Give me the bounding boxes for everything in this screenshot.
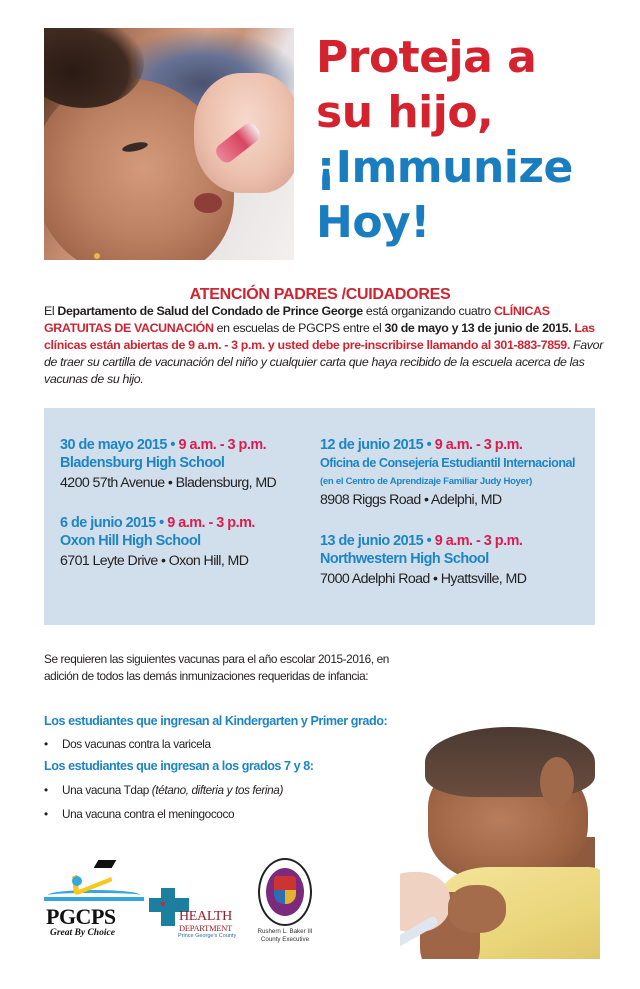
intro-paragraph <box>44 303 614 388</box>
child-oral-vaccine-photo <box>44 28 294 260</box>
clinic-address: 8908 Riggs Road • Adelphi, MD <box>320 492 502 508</box>
child-mouth <box>194 193 222 213</box>
pgcps-logo <box>44 860 146 938</box>
pgcps-tagline: Great By Choice <box>50 928 115 938</box>
county-executive-title: County Executive <box>260 936 310 943</box>
clinic-school: Oxon Hill High School <box>60 533 201 549</box>
pgcps-wordmark: PGCPS <box>46 904 116 929</box>
attention-title: ATENCIÓN PADRES /CUIDADORES <box>189 286 451 303</box>
intro-department: Departamento de Salud del Condado de Prince George <box>57 304 363 318</box>
county-seal-logo <box>258 858 312 942</box>
requirements-heading-k1: Los estudiantes que ingresan al Kindergarten y Primer grado: <box>44 714 388 728</box>
headline-line-1: Proteja a <box>316 32 537 83</box>
intro-text: El <box>44 304 58 318</box>
intro-bring-card: Favor de traer su cartilla de vacunación del niño y cualquier carta que haya recibido de la escuela acerca de las vacunas de su hijo. <box>44 338 603 386</box>
requirements-heading-7-8: Los estudiantes que ingresan a los grados 7 y 8: <box>44 759 314 773</box>
clinic-school: Northwestern High School <box>320 551 489 567</box>
clinic-time: 9 a.m. - 3 p.m. <box>167 515 255 531</box>
heart-icon: ♥ <box>160 899 166 909</box>
clinic-date <box>320 532 526 550</box>
headline-line-4: Hoy! <box>316 197 430 248</box>
clinic-address: 4200 57th Avenue • Bladensburg, MD <box>60 475 277 491</box>
requirement-text: Una vacuna Tdap <box>62 783 152 797</box>
requirement-text: Dos vacunas contra la varicela <box>62 737 211 751</box>
intro-free-clinics: CLÍNICAS GRATUITAS DE VACUNACIÓN <box>44 304 550 335</box>
requirements-intro: Se requieren las siguientes vacunas para el año escolar 2015-2016, en adición de todos las demás inmunizaciones requeridas de infancia: <box>44 652 389 683</box>
intro-text: en escuelas de PGCPS entre el <box>213 321 385 335</box>
clinic-entry <box>320 436 575 511</box>
clinic-schedule-panel <box>44 408 595 625</box>
earring <box>94 253 100 259</box>
clinic-date-text: 6 de junio 2015 • <box>60 515 164 531</box>
health-department-logo <box>147 888 247 948</box>
clinic-time: 9 a.m. - 3 p.m. <box>434 533 523 549</box>
clinic-entry <box>320 532 526 590</box>
clinic-date <box>320 436 575 454</box>
requirement-item <box>44 783 283 797</box>
headline-line-3: ¡Immunize <box>316 142 573 193</box>
intro-text: está organizando cuatro <box>362 304 494 318</box>
clinic-date <box>60 514 255 532</box>
clinic-address: 6701 Leyte Drive • Oxon Hill, MD <box>60 553 249 569</box>
coat-of-arms-icon <box>274 876 296 904</box>
headline-line-2: su hijo, <box>316 87 494 138</box>
county-name: Prince George's County <box>178 933 237 939</box>
intro-hours-phone: Las clínicas están abiertas de 9 a.m. - 3 p.m. y usted debe pre-inscribirse llamando al 301-883-7859. <box>44 321 595 352</box>
clinic-time: 9 a.m. - 3 p.m. <box>178 437 267 453</box>
headline <box>316 30 636 250</box>
clinic-school: Oficina de Consejería Estudiantil Internacional <box>320 456 576 470</box>
health-wordmark: HEALTH <box>179 909 232 924</box>
clinic-school: Bladensburg High School <box>60 455 225 471</box>
department-wordmark: DEPARTMENT <box>179 924 233 933</box>
person-head-icon <box>72 876 82 886</box>
clinic-date-text: 30 de mayo 2015 • <box>60 437 175 453</box>
clinic-time: 9 a.m. - 3 p.m. <box>434 437 523 453</box>
book-base <box>44 897 144 901</box>
clinic-date-text: 12 de junio 2015 • <box>320 437 432 453</box>
bullet-icon: • <box>44 807 48 821</box>
intro-dates: 30 de mayo y 13 de junio de 2015. <box>384 321 572 335</box>
clinic-entry <box>60 514 255 572</box>
clinic-entry <box>60 436 276 494</box>
boy-ear <box>540 757 574 807</box>
clinic-location-note: (en el Centro de Aprendizaje Familiar Judy Hoyer) <box>320 476 533 487</box>
boy-vaccine-injection-photo <box>400 727 600 959</box>
bullet-icon: • <box>44 737 48 751</box>
boy-hand <box>448 885 506 933</box>
clinic-date-text: 13 de junio 2015 • <box>320 533 432 549</box>
requirement-item <box>44 737 211 751</box>
clinic-date <box>60 436 276 454</box>
county-executive-name: Rushern L. Baker III <box>257 928 313 935</box>
requirement-note: (tétano, difteria y tos ferina) <box>151 783 283 797</box>
seal-caption <box>252 928 318 944</box>
graduation-cap-icon <box>94 860 117 868</box>
requirement-item <box>44 807 234 821</box>
requirement-text: Una vacuna contra el meningococo <box>62 807 235 821</box>
bullet-icon: • <box>44 783 48 797</box>
clinic-address: 7000 Adelphi Road • Hyattsville, MD <box>320 571 527 587</box>
